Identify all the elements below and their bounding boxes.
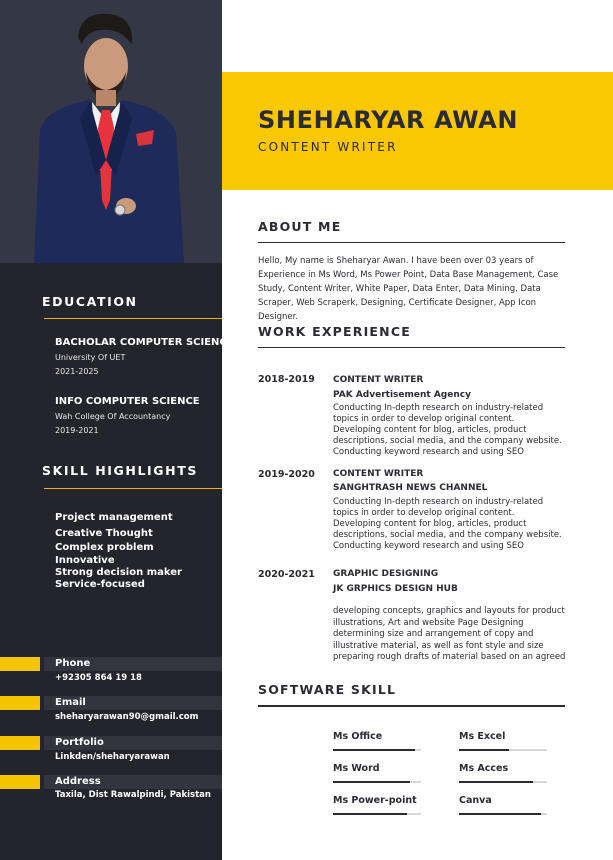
work-years: 2019-2020 — [258, 469, 315, 480]
skill-item: Strong decision maker — [55, 567, 182, 578]
candidate-title: CONTENT WRITER — [258, 140, 398, 154]
address-value: Taxila, Dist Rawalpindi, Pakistan — [55, 790, 211, 800]
about-text: Hello, My name is Sheharyar Awan. I have been over 03 years of Experience in Ms Word, Ms Power Point, Data Base Management, Case Study, Content Writer, White Paper, Data Enter, Data Mining, Data Scraper, Web Scraperk, Designing, Certificate Designer, App Icon Designer. — [258, 256, 559, 322]
education-years: 2019-2021 — [55, 426, 99, 435]
skills-heading: SKILL HIGHLIGHTS — [42, 463, 198, 478]
work-years: 2020-2021 — [258, 569, 315, 580]
software-level-track — [459, 813, 547, 815]
work-description — [333, 606, 569, 664]
email-bar — [0, 696, 222, 710]
profile-photo — [0, 0, 222, 263]
work-line: Conducting In-depth research on industry-related topics in order to develop original content. — [333, 497, 544, 518]
work-line: determining size and arrangement of copy and illustrative material, as well as font style and size — [333, 629, 544, 651]
email-value[interactable]: sheharyarawan90@gmail.com — [55, 712, 199, 722]
education-divider — [44, 318, 222, 319]
software-level-track — [333, 813, 421, 815]
work-company: SANGHTRASH NEWS CHANNEL — [333, 483, 488, 493]
profile-photo-illustration — [0, 0, 222, 263]
software-heading: SOFTWARE SKILL — [258, 682, 397, 697]
work-line: developing concepts, graphics and layouts for product illustrations, Art and website Page Designing — [333, 606, 565, 628]
phone-label: Phone — [55, 658, 91, 669]
skill-item: Creative Thought — [55, 528, 153, 539]
work-role: CONTENT WRITER — [333, 375, 424, 385]
software-level-fill — [459, 781, 533, 783]
education-heading: EDUCATION — [42, 294, 138, 309]
skill-item: Service-focused — [55, 579, 145, 590]
work-company: JK GRPHICS DESIGN HUB — [333, 584, 458, 594]
education-school: University Of UET — [55, 353, 126, 362]
education-school: Wah College Of Accountancy — [55, 412, 171, 421]
work-description — [333, 497, 569, 552]
software-name: Ms Excel — [459, 731, 506, 742]
candidate-name: SHEHARYAR AWAN — [258, 106, 519, 134]
work-divider — [258, 347, 565, 348]
work-line: Developing content for blog, articles, product descriptions, social media, and the company website. — [333, 425, 562, 446]
software-name: Ms Power-point — [333, 795, 417, 806]
phone-value: +92305 864 19 18 — [55, 673, 142, 683]
address-bar — [0, 775, 222, 789]
work-line: Conducting In-depth research on industry-related topics in order to develop original content. — [333, 403, 544, 424]
software-name: Ms Office — [333, 731, 383, 742]
portfolio-label: Portfolio — [55, 737, 104, 748]
software-level-track — [459, 749, 547, 751]
software-level-fill — [459, 813, 541, 815]
software-name: Ms Acces — [459, 763, 509, 774]
software-level-track — [333, 749, 421, 751]
work-line: preparing rough drafts of material based on an agreed — [333, 652, 566, 662]
work-role: GRAPHIC DESIGNING — [333, 569, 439, 579]
work-line: Conducting keyword research and using SEO — [333, 447, 524, 457]
software-level-fill — [459, 749, 509, 751]
portfolio-value[interactable]: Linkden/sheharyarawan — [55, 752, 170, 762]
work-heading: WORK EXPERIENCE — [258, 324, 411, 339]
skill-item: Project management — [55, 512, 173, 523]
education-degree: INFO COMPUTER SCIENCE — [55, 396, 200, 407]
work-role: CONTENT WRITER — [333, 469, 424, 479]
about-divider — [258, 242, 565, 243]
portfolio-bar — [0, 736, 222, 750]
software-level-fill — [333, 813, 407, 815]
address-label: Address — [55, 776, 101, 787]
work-years: 2018-2019 — [258, 374, 315, 385]
software-name: Canva — [459, 795, 492, 806]
education-years: 2021-2025 — [55, 367, 99, 376]
education-degree: BACHOLAR COMPUTER SCIENCE — [55, 337, 234, 348]
software-level-track — [333, 781, 421, 783]
work-description — [333, 403, 569, 458]
software-level-track — [459, 781, 547, 783]
skill-item: Complex problem — [55, 542, 154, 553]
phone-bar — [0, 657, 222, 671]
software-divider — [258, 705, 565, 707]
work-line: Developing content for blog, articles, product descriptions, social media, and the company website. — [333, 519, 562, 540]
skills-divider — [44, 488, 222, 489]
work-line: Conducting keyword research and using SEO — [333, 541, 524, 551]
about-heading: ABOUT ME — [258, 219, 342, 234]
software-name: Ms Word — [333, 763, 380, 774]
work-company: PAK Advertisement Agency — [333, 390, 471, 400]
software-level-fill — [333, 749, 415, 751]
skill-item: Innovative — [55, 555, 115, 566]
email-label: Email — [55, 697, 86, 708]
software-level-fill — [333, 781, 410, 783]
